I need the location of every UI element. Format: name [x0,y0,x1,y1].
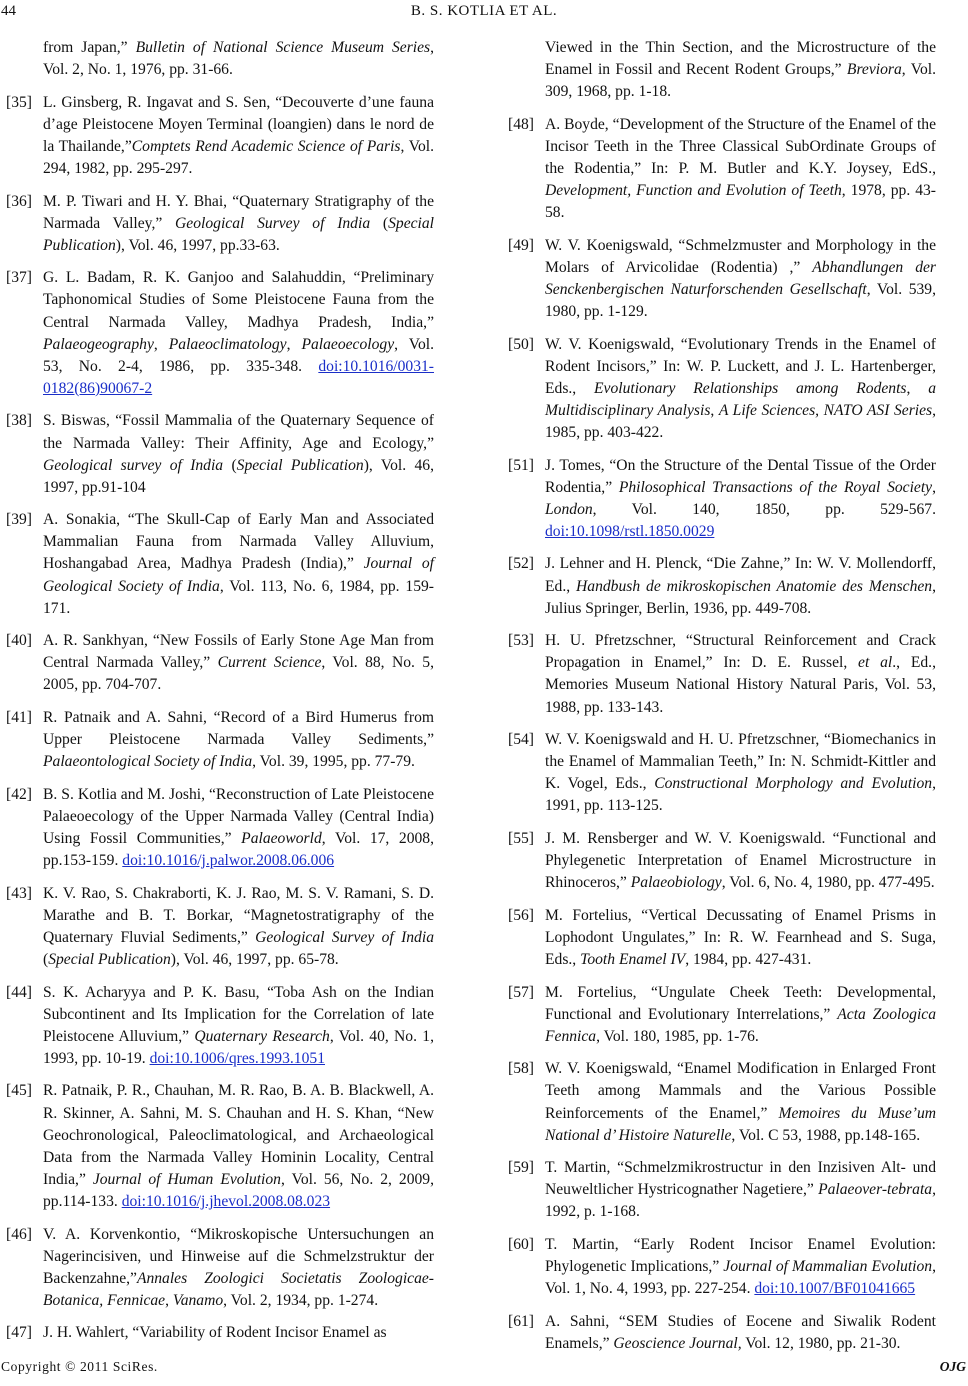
reference-text [545,905,936,971]
reference-text-segment: M. P. Tiwari and H. Y. Bhai, “Quaternary Stratigraphy of the Narmada Valley,” [43,192,434,232]
reference-number: [55] [508,830,534,847]
reference-text [545,455,936,543]
reference-entry [6,707,434,773]
reference-number: [53] [508,632,534,650]
reference-number: [47] [6,1324,32,1342]
reference-text-segment: , Vol. 2, No. 1, 1976, pp. 31-66. [43,39,435,79]
reference-text-segment: , [906,379,929,397]
reference-number: [42] [6,785,32,803]
reference-number: [39] [6,511,32,529]
reference-entry [6,191,434,257]
publication-title: Abhandlungen der Senckenbergischen Naturforschenden Gesellschaft [545,258,936,298]
reference-text-segment: , Vol. 309, 1968, pp. 1-18. [545,61,937,101]
reference-text-segment: V. A. Korvenkontio, “Mikroskopische Untersuchungen an Nagerincisiven, und Hinweise auf die Schmelzstruktur der Backenzahne,” [43,1225,434,1287]
doi-link[interactable]: doi:10.1006/qres.1993.1051 [149,1049,325,1067]
reference-number: [52] [508,555,534,573]
reference-text [545,114,936,224]
doi-link[interactable]: doi:10.1007/BF01041665 [754,1280,916,1298]
publication-title: Journal of Mammalian Evolution [723,1258,933,1276]
reference-text-segment: A. Boyde, “Development of the Structure of the Enamel of the Incisor Teeth in the Three Classical SubOrdinate Groups of the Rodentia,” In: P. M. Butler and K.Y. Joysey, EdS., [545,115,936,177]
publication-title: Special Publication [236,456,364,474]
reference-entry [508,1157,936,1223]
reference-text-segment: , 1978, pp. 43-58. [545,182,936,222]
reference-text-segment: , 1985, pp. 403-422. [545,401,936,441]
publication-title: Geological Survey of India [175,214,371,232]
running-head [0,3,968,25]
reference-number: [49] [508,236,534,254]
reference-text [43,982,434,1070]
publication-title: Constructional Morphology and Evolution [654,775,933,793]
reference-text-segment: , Julius Springer, Berlin, 1936, pp. 449-708. [545,577,936,617]
reference-text-segment: A. Sahni, “SEM Studies of Eocene and Siwalik Rodent Enamels,” [545,1312,936,1352]
publication-title: Annales Zoologici Societatis Zoologicae-Botanica, Fennicae [43,1269,434,1309]
reference-text-segment: , [932,478,936,496]
reference-text-segment: , Vol. 140, 1850, pp. 529-567. [592,500,936,518]
reference-entry [508,114,936,224]
publication-title: Geoscience Journal, [613,1334,742,1352]
journal-abbreviation: OJG [939,1359,966,1374]
reference-text-segment: ., Ed., Memories Museum National History Natural Paris, Vol. 53, 1988, pp. 133-143. [545,654,936,716]
reference-text [43,1322,434,1344]
reference-text-segment: , 1991, pp. 113-125. [545,775,936,815]
reference-text-segment: , Vol. 53, No. 2-4, 1986, pp. 335-348. [43,335,435,375]
reference-text-segment: S. Biswas, “Fossil Mammalia of the Quaternary Sequence of the Narmada Valley: Their Affinity, Age and Ecology,” [43,412,434,452]
reference-text-segment: , Vol. 6, No. 4, 1980, pp. 477-495. [721,874,935,892]
publication-title: Palaeontological Society of India [43,753,253,771]
publication-title: Palaeover-tebrata [818,1181,933,1199]
reference-entry [6,267,434,400]
reference-text-segment: , Vol. 40, No. 1, 1993, pp. 10-19. [43,1027,434,1067]
publication-title: Vanamo [172,1291,224,1309]
reference-entry [508,37,936,103]
reference-text-segment: A. R. Sankhyan, “New Fossils of Early Stone Age Man from Central Narmada Valley,” [43,632,434,672]
publication-title: Special Publication [43,214,434,254]
reference-entry [6,883,434,971]
reference-text [545,729,936,817]
page-number: 44 [1,3,16,19]
reference-number: [46] [6,1225,32,1243]
reference-entry [508,982,936,1048]
reference-text-segment: , Vol. 88, No. 5, 2005, pp. 704-707. [43,654,434,694]
reference-text [43,883,434,971]
reference-text [545,982,936,1048]
reference-entry [508,1058,936,1146]
reference-text-segment: ( [223,456,237,474]
publication-title: Breviora [846,61,902,79]
doi-link[interactable]: doi:10.1098/rstl.1850.0029 [545,522,715,540]
reference-number: [45] [6,1082,32,1100]
reference-text-segment: , [286,335,302,353]
reference-number: [48] [508,115,534,133]
reference-number: [35] [6,93,32,111]
reference-text-segment: J. Lehner and H. Plenck, “Die Zahne,” In: W. V. Mollendorff, Ed., [545,555,936,595]
publication-title: et al [858,654,893,672]
reference-text [545,1157,936,1223]
reference-number: [61] [508,1312,534,1330]
publication-title: Philosophical Transactions of the Royal Society [618,478,933,496]
reference-text-segment: B. S. Kotlia and M. Joshi, “Reconstruction of Late Pleistocene Palaeoecology of the Upper Narmada Valley (Central India) Using Fossil Communities,” [43,785,434,847]
reference-text-segment: from Japan,” [43,39,136,56]
reference-text-segment: ), Vol. 46, 1997, pp. 65-78. [170,950,339,968]
reference-text-segment: , [710,401,719,419]
reference-text-segment: T. Martin, “Schmelzmikrostructur in den Inzisiven Alt- und Neuweltlicher Hystricognather Nagetiere,” [545,1159,936,1199]
reference-number: [43] [6,884,32,902]
reference-text-segment: A. Sonakia, “The Skull-Cap of Early Man and Associated Mammalian Fauna from Narmada Valley Alluvium, Hoshangabad Area, Madhya Pradesh (India),” [43,511,434,573]
publication-title: Evolutionary Relationships among Rodents [594,379,907,397]
publication-title: Acta Zoologica Fennica [545,1005,937,1045]
reference-number: [57] [508,983,534,1001]
reference-entry [508,1311,936,1355]
reference-entry [6,784,434,872]
publication-title: Geological survey of India [43,456,224,474]
publication-title: Palaeobiology [630,874,722,892]
reference-text [545,1234,936,1300]
publication-title: Journal of Human Evolution [92,1170,281,1188]
reference-number: [36] [6,192,32,210]
reference-number: [58] [508,1060,534,1078]
reference-text [43,509,434,619]
reference-text [545,235,936,323]
reference-text-segment: , Vol. 56, No. 2, 2009, pp.114-133. [43,1170,434,1210]
reference-text-segment: M. Fortelius, “Vertical Decussating of Enamel Prisms in Lophodont Ungulates,” In: R. W. Fearnhead and S. Suga, Eds., [545,906,936,968]
publication-title: Quaternary Research [194,1027,330,1045]
publication-title: Comptets Rend Academic Science of Paris [131,137,401,155]
reference-entry [6,1322,434,1344]
reference-text [545,828,936,894]
running-head-authors: B. S. KOTLIA ET AL. [410,3,558,19]
reference-text [43,630,434,696]
reference-entry [508,334,936,444]
reference-number [6,37,43,81]
reference-entry [508,455,936,543]
reference-text-segment: ( [370,214,389,232]
reference-text-segment: , Vol. 113, No. 6, 1984, pp. 159-171. [43,577,434,617]
publication-title: Geological Survey of India [255,928,434,946]
reference-text-segment: ), Vol. 46, 1997, pp.91-104 [43,456,434,496]
reference-number: [50] [508,335,534,353]
publication-title: A Life Sciences, NATO ASI Series [718,401,933,419]
reference-text [43,191,434,257]
reference-entry [508,1234,936,1300]
reference-text-segment: L. Ginsberg, R. Ingavat and S. Sen, “Decouverte d’une fauna d’age Pleistocene Moyen Terminal (loangien) dans le nord de la Thailande,” [43,93,434,155]
reference-number: [44] [6,983,32,1001]
reference-entry [508,828,936,894]
doi-link[interactable]: doi:10.1016/j.jhevol.2008.08.023 [121,1192,331,1210]
reference-entry [6,509,434,619]
reference-text-segment: , Vol. C 53, 1988, pp.148-165. [731,1126,921,1144]
reference-text [43,92,434,180]
reference-number: [56] [508,906,534,924]
reference-text-segment: J. H. Wahlert, “Variability of Rodent Incisor Enamel as [43,1324,387,1342]
reference-entry [6,92,434,180]
reference-text [43,267,434,400]
reference-number [508,37,545,103]
reference-number: [59] [508,1159,534,1177]
reference-text-segment: W. V. Koenigswald, “Enamel Modification in Enlarged Front Teeth among Mammals and the Various Possible Reinforcements of the Enamel,” [545,1060,936,1122]
reference-text-segment: , Vol. 1, No. 4, 1993, pp. 227-254. [545,1258,936,1298]
reference-text [43,37,434,81]
reference-column-right [508,37,936,1365]
reference-text-segment: R. Patnaik and A. Sahni, “Record of a Bird Humerus from Upper Pleistocene Narmada Valley Sediments,” [43,709,434,749]
reference-text-segment: T. Martin, “Early Rodent Incisor Enamel Evolution: Phylogenetic Implications,” [545,1236,936,1276]
publication-title: Journal of Geological Society of India [43,555,434,595]
publication-title: Current Science [217,654,322,672]
reference-text-segment: , [153,335,169,353]
reference-text-segment: ), Vol. 46, 1997, pp.33-63. [115,236,280,254]
reference-text-segment: H. U. Pfretzschner, “Structural Reinforcement and Crack Propagation in Enamel,” In: D. E. Russel, [545,632,936,672]
reference-text-segment: M. Fortelius, “Ungulate Cheek Teeth: Developmental, Functional and Evolutionary Interrelations,” [545,983,936,1023]
reference-text [43,1224,434,1312]
reference-entry [6,1080,434,1213]
reference-text [43,784,434,872]
reference-text-segment: , Vol. 39, 1995, pp. 77-79. [252,753,415,771]
reference-entry [6,1224,434,1312]
reference-text-segment: W. V. Koenigswald and H. U. Pfretzschner, “Biomechanics in the Enamel of Mammalian Teeth,” In: N. Schmidt-Kittler and K. Vogel, Eds., [545,731,936,793]
reference-number: [51] [508,456,534,474]
reference-number: [60] [508,1236,534,1253]
reference-text [545,334,936,444]
reference-entry [508,553,936,619]
reference-text [43,1080,434,1213]
publication-title: London [545,500,593,518]
reference-text [545,1311,936,1355]
reference-entry [508,630,936,718]
reference-entry [6,630,434,696]
reference-text-segment: , 1992, p. 1-168. [545,1181,936,1221]
publication-title: Tooth Enamel IV [580,950,686,968]
publication-title: Palaeogeography [43,335,154,353]
reference-text-segment: , [165,1291,173,1309]
reference-text-segment: W. V. Koenigswald, “Evolutionary Trends in the Enamel of Rodent Incisors,” In: W. P. Luckett, and J. L. Hartenberger, Eds., [545,335,936,397]
reference-entry [6,37,434,81]
reference-entry [508,235,936,323]
reference-text-segment: K. V. Rao, S. Chakraborti, K. J. Rao, M. S. V. Ramani, S. D. Marathe and B. T. Borkar, “Magnetostratigraphy of the Quaternary Fluvial Sediments,” [43,884,434,946]
doi-link[interactable]: doi:10.1016/j.palwor.2008.06.006 [122,852,335,870]
publication-title: Development, Function and Evolution of Teeth [545,182,842,200]
reference-text-segment: J. M. Rensberger and W. V. Koenigswald. “Functional and Phylegenetic Interpretation of Enamel Microstructure in Rhinoceros,” [545,830,936,892]
reference-text [545,37,936,103]
reference-text-segment: , 1984, pp. 427-431. [685,950,812,968]
publication-title: Bulletin of National Science Museum Series [135,39,431,56]
copyright-notice: Copyright © 2011 SciRes. [1,1359,158,1374]
reference-text-segment: J. Tomes, “On the Structure of the Dental Tissue of the Order Rodentia,” [545,456,936,496]
publication-title: Memoires du Muse’um National d’ Histoire Naturelle [545,1104,936,1144]
reference-number: [37] [6,269,32,287]
reference-text [43,410,434,498]
reference-text-segment: , Vol. 294, 1982, pp. 295-297. [43,137,434,177]
publication-title: Palaeoclimatology [168,335,287,353]
publication-title: Palaeoecology [301,335,395,353]
reference-text [545,630,936,718]
reference-text [545,1058,936,1146]
reference-text-segment: , Vol. 17, 2008, pp.153-159. [43,830,434,870]
reference-entry [508,729,936,817]
reference-entry [6,982,434,1070]
reference-text-segment: W. V. Koenigswald, “Schmelzmuster and Morphology in the Molars of Arvicolidae (Rodentia) ,” [545,236,936,276]
reference-column-left [6,37,434,1355]
publication-title: Handbush de mikroskopischen Anatomie des Menschen [576,577,933,595]
reference-text-segment: , Vol. 539, 1980, pp. 1-129. [545,280,936,321]
reference-text-segment: Viewed in the Thin Section, and the Microstructure of the Enamel in Fossil and Recent Rodent Groups,” [545,39,936,79]
reference-text-segment: ( [43,950,49,968]
reference-number: [54] [508,731,534,749]
reference-entry [6,410,434,498]
reference-entry [508,905,936,971]
reference-text-segment: G. L. Badam, R. K. Ganjoo and Salahuddin, “Preliminary Taphonomical Studies of Some Pleistocene Fauna from the Central Narmada Valley, Madhya Pradesh, India,” [43,269,434,331]
doi-link[interactable]: doi:10.1016/0031-0182(86)90067-2 [43,357,434,397]
reference-text-segment: , Vol. 180, 1985, pp. 1-76. [596,1027,759,1045]
reference-text [545,553,936,619]
publication-title: a Multidisciplinary Analysis [545,379,936,419]
publication-title: Special Publication [48,950,171,968]
reference-text-segment: Vol. 12, 1980, pp. 21-30. [741,1334,901,1352]
publication-title: Palaeoworld [241,830,322,847]
reference-number: [41] [6,709,32,727]
reference-text-segment: R. Patnaik, P. R., Chauhan, M. R. Rao, B. A. B. Blackwell, A. R. Skinner, A. Sahni, M. S. Chauhan and H. S. Khan, “New Geochronological, Paleoclimatological, and Archaeological Data from the Narmada Valley Hominin Locality, Central India,” [43,1082,434,1188]
reference-text [43,707,434,773]
reference-number: [40] [6,632,32,650]
reference-number: [38] [6,412,32,430]
reference-text-segment: S. K. Acharyya and P. K. Basu, “Toba Ash on the Indian Subcontinent and Its Implication for the Correlation of late Pleistocene Alluvium,” [43,983,434,1045]
reference-text-segment: , Vol. 2, 1934, pp. 1-274. [223,1291,379,1309]
